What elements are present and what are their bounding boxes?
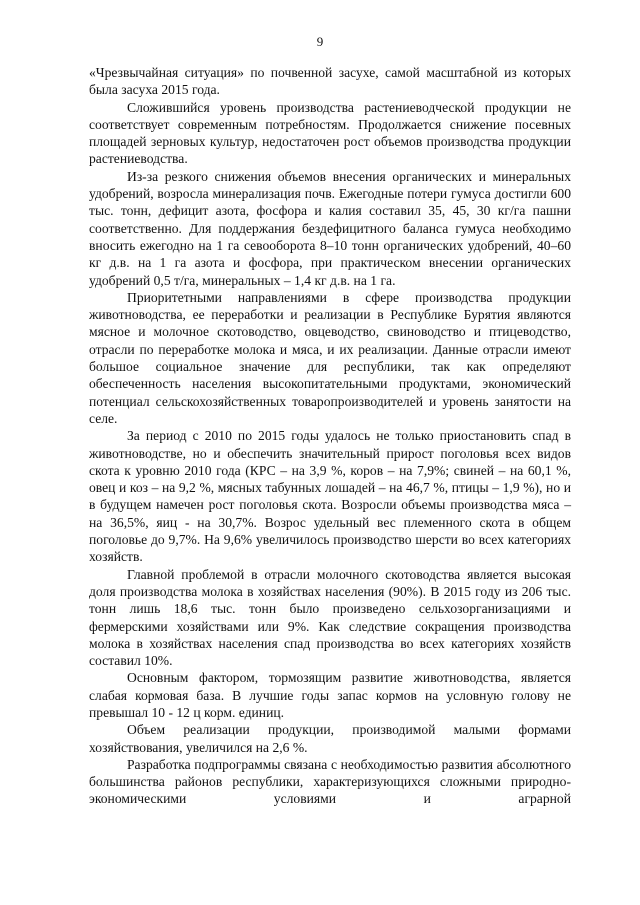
paragraph-crop-production: Сложившийся уровень производства растениеводческой продукции не соответствует современным потребностям. Продолжается снижение посевных площадей зерновых культур, недостаточен рост объемов производства продукции растениеводства. [89,99,571,167]
page-number: 9 [316,34,324,49]
paragraph-drought-continuation: «Чрезвычайная ситуация» по почвенной засухе, самой масштабной из которых была засуха 2015 года. [89,65,571,98]
document-body [89,64,571,808]
paragraph-livestock-priorities: Приоритетными направлениями в сфере производства продукции животноводства, ее переработки и реализации в Республике Бурятия являются мясное и молочное скотоводство, овцеводство, свиноводство и птицеводство, отрасли по переработке молока и мяса, и их реализации. Данные отрасли имеют большое социальное значение для республики, так как определяют обеспеченность населения высокопитательными продуктами, экономический потенциал сельскохозяйственных товаропроизводителей и уровень занятости на селе. [89,289,571,426]
paragraph-feed-base: Основным фактором, тормозящим развитие животноводства, является слабая кормовая база. В лучшие годы запас кормов на условную голову не превышал 10 - 12 ц корм. единиц. [89,670,571,720]
paragraph-dairy-problem: Главной проблемой в отрасли молочного скотоводства является высокая доля производства молока в хозяйствах населения (90%). В 2015 году из 206 тыс. тонн лишь 18,6 тыс. тонн было произведено сельхозорганизациями и фермерскими хозяйствами или 9%. Как следствие сокращения производства молока в хозяйствах населения спад производства во всех категориях хозяйств составил 10%. [89,566,571,669]
paragraph-subprogram: Разработка подпрограммы связана с необходимостью развития абсолютного большинства районов республики, характеризующихся сложными природно-экономическими условиями и аграрной [89,756,571,807]
paragraph-small-farms: Объем реализации продукции, производимой малыми формами хозяйствования, увеличился на 2,6 %. [89,722,571,755]
paragraph-fertilizers: Из-за резкого снижения объемов внесения органических и минеральных удобрений, возросла минерализация почв. Ежегодные потери гумуса достигли 600 тыс. тонн, дефицит азота, фосфора и калия составил 35, 45, 30 кг/га пашни соответственно. Для поддержания бездефицитного баланса гумуса необходимо вносить ежегодно на 1 га севооборота 8–10 тонн органических удобрений, 40–60 кг д.в. на 1 га азота и фосфора, при практическом внесении органических удобрений 0,5 т/га, минеральных – 1,4 кг д.в. на 1 га. [89,168,571,288]
paragraph-livestock-growth: За период с 2010 по 2015 годы удалось не только приостановить спад в животноводстве, но и обеспечить значительный прирост поголовья всех видов скота к уровню 2010 года (КРС – на 3,9 %, коров – на 7,9%; свиней – на 60,1 %, овец и коз – на 9,2 %, мясных табунных лошадей – на 46,7 %, птицы – 1,9 %), но и в будущем намечен рост поголовья скота. Возросли объемы производства мяса – на 36,5%, яиц - на 30,7%. Возрос удельный вес племенного скота в общем поголовье до 9,7%. На 9,6% увеличилось производство шерсти во всех категориях хозяйств. [89,428,571,565]
